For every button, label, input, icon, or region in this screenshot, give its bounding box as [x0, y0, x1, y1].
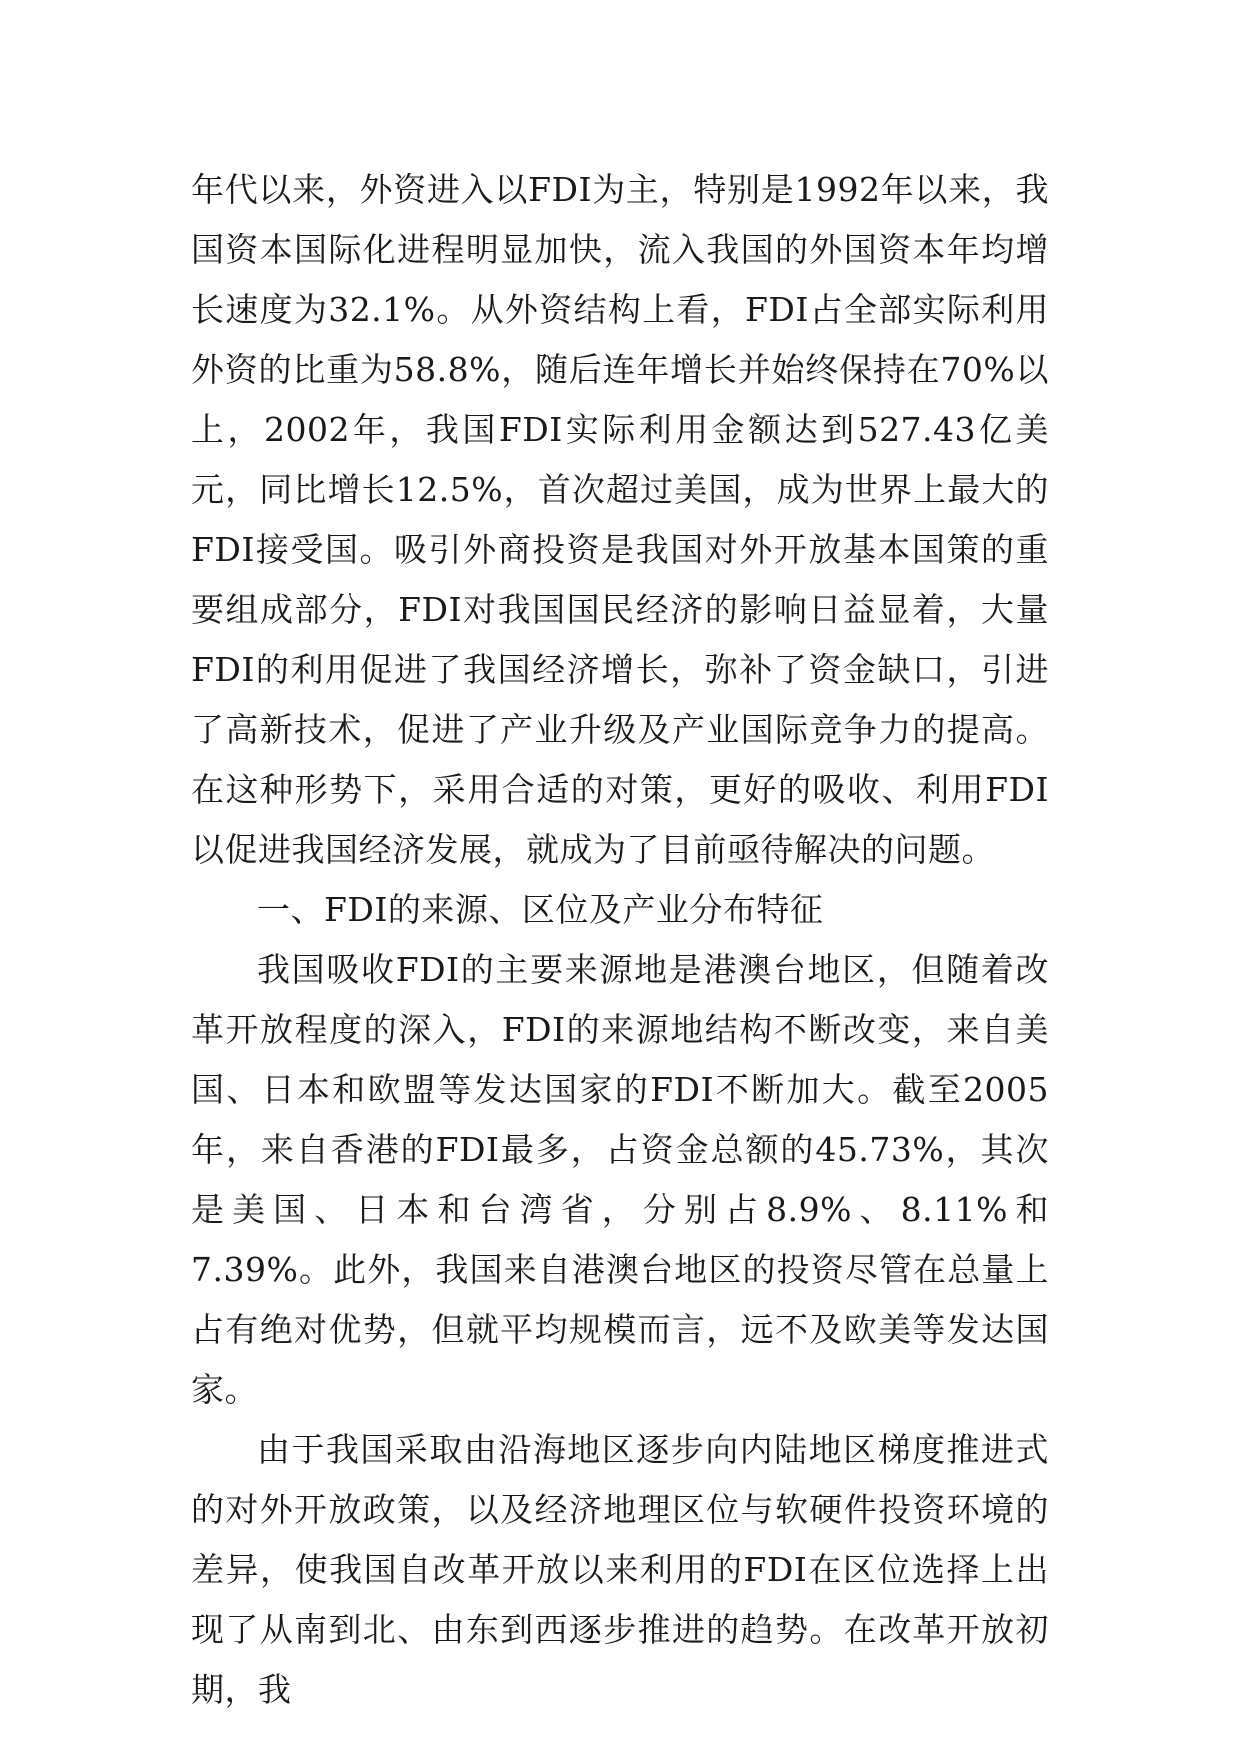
body-text — [191, 160, 1049, 1720]
paragraph-sources: 我国吸收FDI的主要来源地是港澳台地区，但随着改革开放程度的深入，FDI的来源地结构不断改变，来自美国、日本和欧盟等发达国家的FDI不断加大。截至2005年，来自香港的FDI最多，占资金总额的45.73%，其次是美国、日本和台湾省，分别占8.9%、8.11%和7.39%。此外，我国来自港澳台地区的投资尽管在总量上占有绝对优势，但就平均规模而言，远不及欧美等发达国家。 — [191, 950, 1049, 1409]
paragraph-continuation: 年代以来，外资进入以FDI为主，特别是1992年以来，我国资本国际化进程明显加快，流入我国的外国资本年均增长速度为32.1%。从外资结构上看，FDI占全部实际利用外资的比重为58.8%，随后连年增长并始终保持在70%以上，2002年，我国FDI实际利用金额达到527.43亿美元，同比增长12.5%，首次超过美国，成为世界上最大的FDI接受国。吸引外商投资是我国对外开放基本国策的重要组成部分，FDI对我国国民经济的影响日益显着，大量FDI的利用促进了我国经济增长，弥补了资金缺口，引进了高新技术，促进了产业升级及产业国际竞争力的提高。在这种形势下，采用合适的对策，更好的吸收、利用FDI以促进我国经济发展，就成为了目前亟待解决的问题。 — [191, 170, 1049, 869]
section-heading: 一、FDI的来源、区位及产业分布特征 — [257, 890, 824, 929]
paragraph-location: 由于我国采取由沿海地区逐步向内陆地区梯度推进式的对外开放政策，以及经济地理区位与软硬件投资环境的差异，使我国自改革开放以来利用的FDI在区位选择上出现了从南到北、由东到西逐步推进的趋势。在改革开放初期，我 — [191, 1430, 1049, 1709]
